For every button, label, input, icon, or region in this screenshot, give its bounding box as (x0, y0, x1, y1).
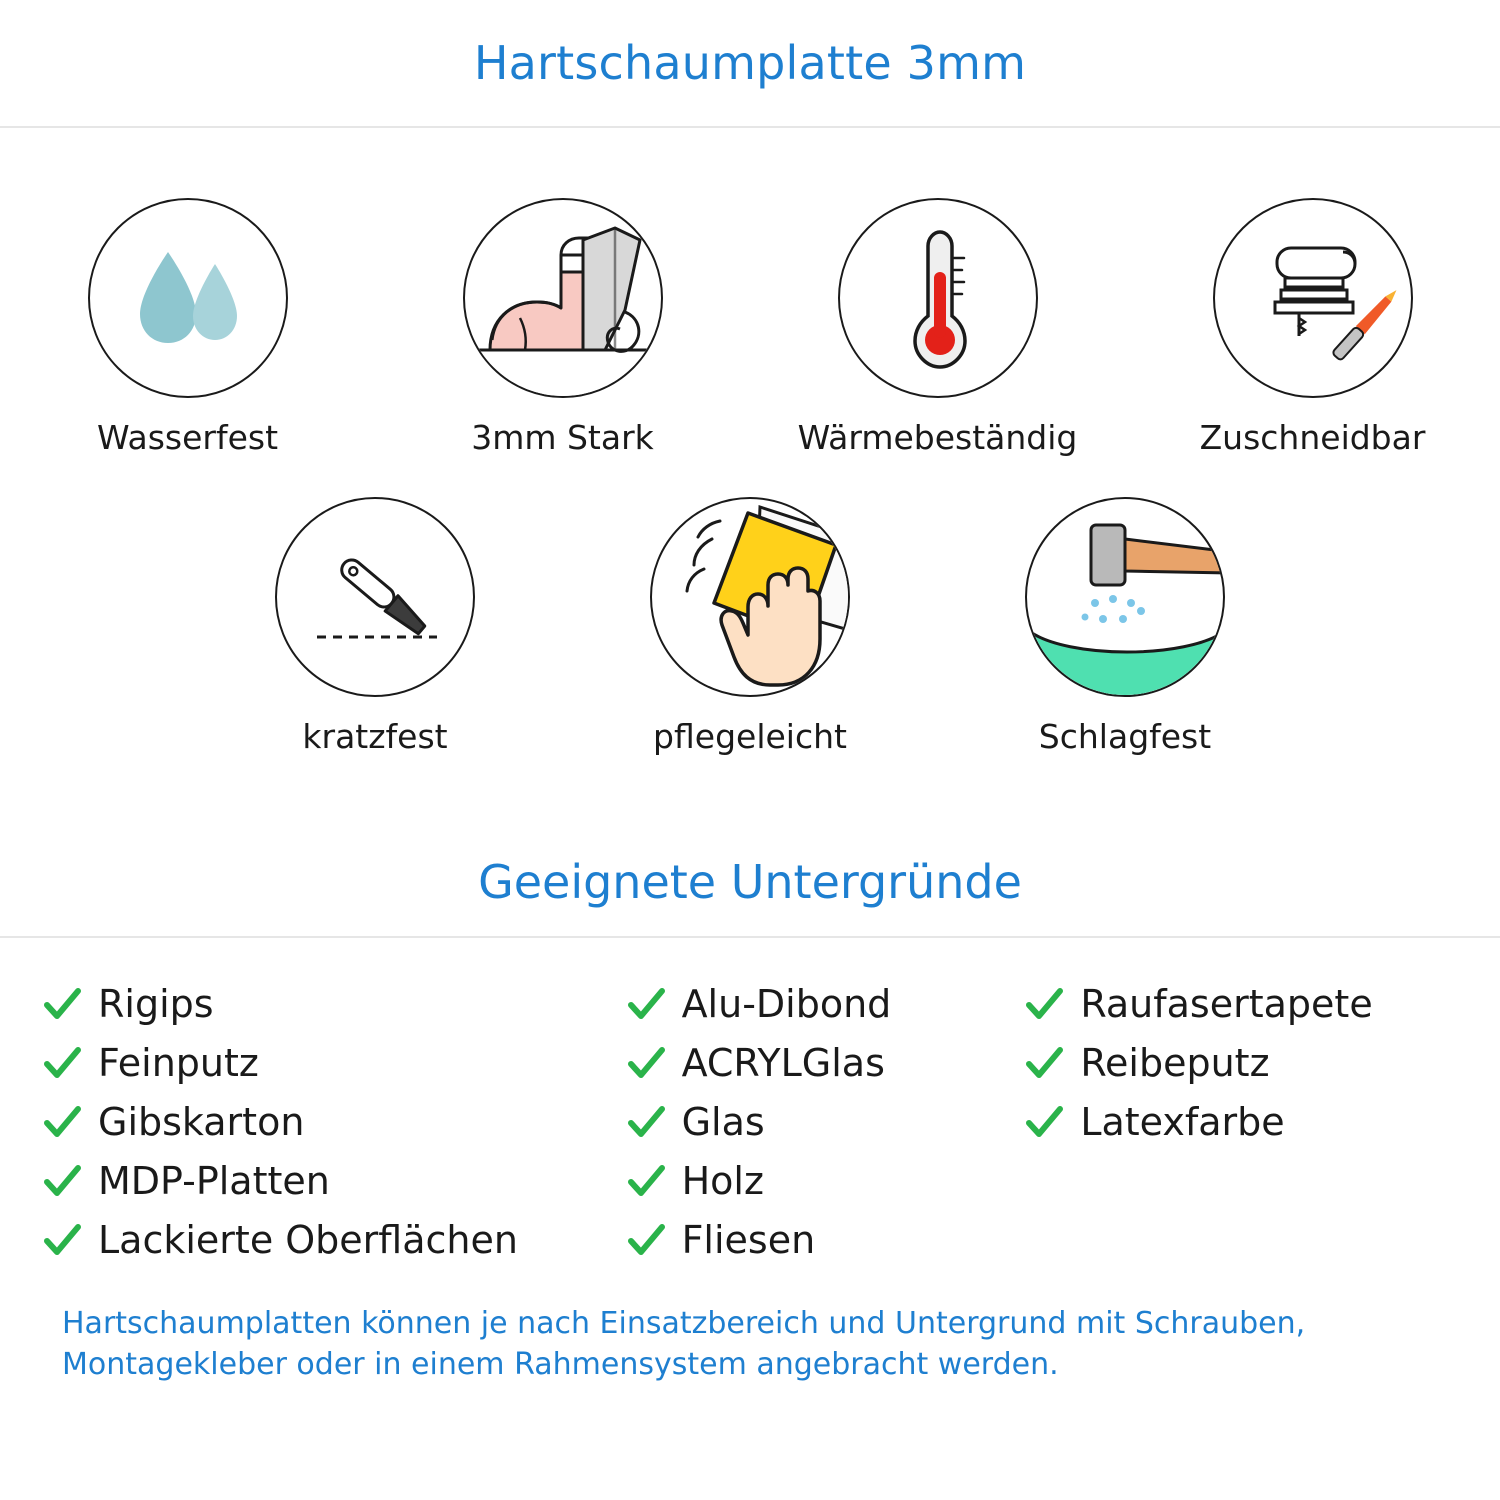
knife-scratch-icon (275, 497, 475, 697)
list-item-label: Latexfarbe (1080, 1099, 1285, 1144)
page-title: Hartschaumplatte 3mm (473, 36, 1027, 90)
check-icon (40, 1100, 84, 1144)
jigsaw-cutter-icon (1213, 198, 1413, 398)
list-item-label: Alu-Dibond (681, 981, 892, 1026)
check-icon (1022, 1100, 1066, 1144)
surfaces-list (0, 938, 1500, 1269)
list-item-label: Feinputz (98, 1040, 259, 1085)
list-item (1022, 974, 1460, 1033)
list-item (40, 974, 624, 1033)
feature-label: 3mm Stark (471, 418, 654, 457)
list-item (624, 1033, 1023, 1092)
feature-pflegeleicht (563, 497, 938, 756)
check-icon (40, 1218, 84, 1262)
header-bar (0, 0, 1500, 128)
check-icon (624, 1159, 668, 1203)
list-item-label: MDP-Platten (98, 1158, 330, 1203)
feature-label: pflegeleicht (653, 717, 847, 756)
list-item-label: Gibskarton (98, 1099, 305, 1144)
list-item (40, 1092, 624, 1151)
feature-schlagfest (938, 497, 1313, 756)
feature-zuschneidbar (1125, 198, 1500, 457)
check-icon (40, 1159, 84, 1203)
surfaces-title: Geeignete Untergründe (478, 855, 1022, 909)
list-item-label: Lackierte Oberflächen (98, 1217, 518, 1262)
list-item (1022, 1033, 1460, 1092)
list-item-label: Reibeputz (1080, 1040, 1270, 1085)
feature-label: Wasserfest (96, 418, 279, 457)
hammer-impact-icon (1025, 497, 1225, 697)
list-item-label: Glas (681, 1099, 765, 1144)
check-icon (624, 1041, 668, 1085)
list-item (624, 1210, 1023, 1269)
feature-label: kratzfest (302, 717, 448, 756)
list-item-label: Raufasertapete (1080, 981, 1373, 1026)
list-item (624, 1151, 1023, 1210)
feature-waermebestaendig (750, 198, 1125, 457)
water-drops-icon (88, 198, 288, 398)
list-item (40, 1033, 624, 1092)
surfaces-column-2 (624, 974, 1023, 1269)
list-item-label: ACRYLGlas (681, 1040, 885, 1085)
features-section (0, 128, 1500, 756)
cleaning-cloth-hand-icon (650, 497, 850, 697)
surfaces-column-3 (1022, 974, 1460, 1269)
check-icon (1022, 1041, 1066, 1085)
check-icon (1022, 982, 1066, 1026)
check-icon (624, 1100, 668, 1144)
list-item-label: Rigips (98, 981, 214, 1026)
features-row-2 (0, 497, 1500, 756)
footnote-text: Hartschaumplatten können je nach Einsatzbereich und Untergrund mit Schrauben, Montagekleber oder in einem Rahmensystem angebracht werden. (62, 1306, 1306, 1383)
feature-label: Schlagfest (1038, 717, 1212, 756)
features-row-1 (0, 198, 1500, 457)
check-icon (624, 982, 668, 1026)
list-item (40, 1151, 624, 1210)
list-item-label: Holz (681, 1158, 764, 1203)
flexing-arm-icon (463, 198, 663, 398)
surfaces-header-bar (0, 828, 1500, 938)
list-item-label: Fliesen (681, 1217, 816, 1262)
feature-wasserfest (0, 198, 375, 457)
list-item (624, 1092, 1023, 1151)
feature-label: Wärmebeständig (797, 418, 1078, 457)
check-icon (40, 982, 84, 1026)
feature-kratzfest (188, 497, 563, 756)
list-item (40, 1210, 624, 1269)
check-icon (624, 1218, 668, 1262)
surfaces-column-1 (40, 974, 624, 1269)
list-item (624, 974, 1023, 1033)
thermometer-icon (838, 198, 1038, 398)
feature-label: Zuschneidbar (1199, 418, 1426, 457)
list-item (1022, 1092, 1460, 1151)
feature-3mm-stark (375, 198, 750, 457)
check-icon (40, 1041, 84, 1085)
